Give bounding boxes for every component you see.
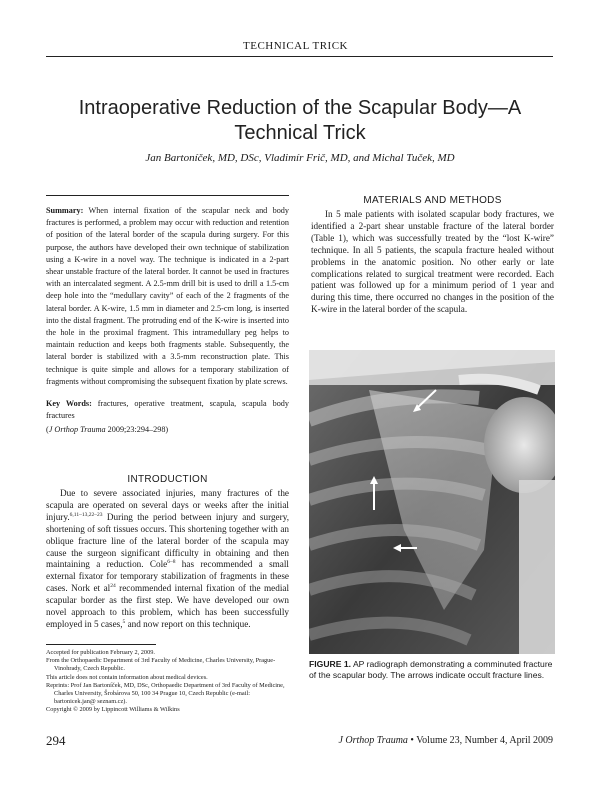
keywords bbox=[46, 398, 289, 422]
intro-text-b: During the period between injury and surgery, shortening of soft tissues occurs. This shortening together with an oblique fracture line of the lateral border of the scapula may cause the surgeon significant difficulty in obtaining and then maintaining a reduction. Cole bbox=[46, 511, 289, 570]
footnote-copyright: Copyright © 2009 by Lippincott Williams & Wilkins bbox=[46, 706, 180, 714]
footnote-affiliation: From the Orthopaedic Department of 3rd Faculty of Medicine, Charles University, Prague-Vinohrady, Czech Republic. bbox=[46, 657, 276, 673]
radiograph-image bbox=[309, 350, 555, 654]
intro-ref-2: 6–8 bbox=[167, 559, 176, 566]
footnote-devices: This article does not contain information about medical devices. bbox=[46, 673, 208, 681]
abstract-summary bbox=[46, 205, 289, 388]
article-authors: Jan Bartoníček, MD, DSc, Vladimír Frič, MD, and Michal Tuček, MD bbox=[145, 152, 455, 164]
citation bbox=[46, 424, 289, 436]
footnotes bbox=[46, 649, 289, 715]
intro-text-e: and now report on this technique. bbox=[125, 618, 251, 629]
materials-methods-heading: MATERIALS AND METHODS bbox=[363, 195, 502, 206]
page-number: 294 bbox=[46, 733, 66, 748]
header-rule bbox=[46, 56, 553, 57]
footnote-rule bbox=[46, 644, 156, 645]
summary-label: Summary: bbox=[46, 206, 84, 215]
intro-text-a: Due to severe associated injuries, many fractures of the scapula are operated on several days or weeks after the initial injury. bbox=[46, 488, 289, 522]
citation-journal: J Orthop Trauma bbox=[48, 425, 106, 434]
footnote-reprints: Reprints: Prof Jan Bartoníček, MD, DSc, Orthopaedic Department of 3rd Faculty of Medicine, Charles University, Šrobárova 50, 100 34 Prague 10, Czech Republic (e-mail: bartonicek.jan@ seznam.cz). bbox=[46, 681, 285, 706]
keywords-label: Key Words: bbox=[46, 399, 92, 408]
figure-caption-text: AP radiograph demonstrating a comminuted fracture of the scapular body. The arrows indicate occult fracture lines. bbox=[309, 659, 553, 680]
figure-label: FIGURE 1. bbox=[309, 659, 352, 669]
abstract-rule bbox=[46, 195, 289, 196]
radiograph-figure bbox=[309, 350, 555, 654]
introduction-heading: INTRODUCTION bbox=[127, 474, 208, 485]
citation-open: ( bbox=[46, 425, 49, 434]
journal-name: J Orthop Trauma bbox=[338, 735, 408, 746]
citation-rest: 2009;23:294–298) bbox=[105, 425, 169, 434]
intro-text-c: has recommended a small external fixator for temporary stabilization of fragments in these cases. Nork et al bbox=[46, 559, 289, 594]
intro-ref-4: 5 bbox=[122, 618, 126, 625]
materials-methods-body: In 5 male patients with isolated scapular body fractures, we identified a 2-part shear unstable fracture of the lateral border (Table 1), which was successfully treated by the “lost K-wire” technique. In all 5 patients, the scapula fracture healed without problems in the anatomic position. No other early or late complications related to surgical treatment were recorded. Each patient was followed up for a minimum period of 1 year and during this time, there occurred no changes in the position of the K-wire in the lateral border of the scapula. bbox=[311, 209, 554, 315]
article-title: Intraoperative Reduction of the Scapular Body—A Technical Trick bbox=[78, 97, 522, 144]
section-label: TECHNICAL TRICK bbox=[243, 40, 348, 52]
figure-caption bbox=[309, 659, 555, 681]
keywords-text: fractures, operative treatment, scapula, scapula body fractures bbox=[46, 399, 289, 421]
intro-ref-1: 6,11–13,22–23 bbox=[69, 511, 103, 518]
journal-issue: • Volume 23, Number 4, April 2009 bbox=[407, 735, 553, 746]
introduction-body bbox=[46, 488, 289, 631]
footnote-accepted: Accepted for publication February 2, 2009. bbox=[46, 649, 155, 656]
intro-text-d: recommended internal fixation of the medial scapular border as the first step. We have developed our own novel approach to this problem, which has been successfully employed in 5 cases, bbox=[46, 583, 289, 629]
intro-ref-3: 24 bbox=[110, 583, 116, 590]
journal-footer bbox=[338, 735, 553, 746]
summary-text: When internal fixation of the scapular neck and body fractures is performed, a problem may occur with reduction and retention of position of the lateral border of the scapula during surgery. For this purpose, the authors have developed their own technique of stabilization using a K-wire in a novel way. The technique is indicated in a 2-part shear unstable fracture of the lateral border. It cannot be used in fractures with an intercalated segment. A 2.5-mm drill bit is used to drill a 1.5-cm deep hole into the “medullary cavity” of each of the 2 fragments of the lateral border. A K-wire, 1.5 mm in diameter and 2.5-cm long, is inserted into the distal fragment. The protruding end of the K-wire is inserted into the hole in the proximal fragment. This intramedullary peg helps to maintain reduction and keeps both fragments stable. Subsequently, the lateral border is stabilized with a 3.5-mm reconstruction plate. This technique is quite simple and allows for a temporary stabilization of fragments without compromising the subsequent fixation by plate screws. bbox=[46, 206, 289, 386]
